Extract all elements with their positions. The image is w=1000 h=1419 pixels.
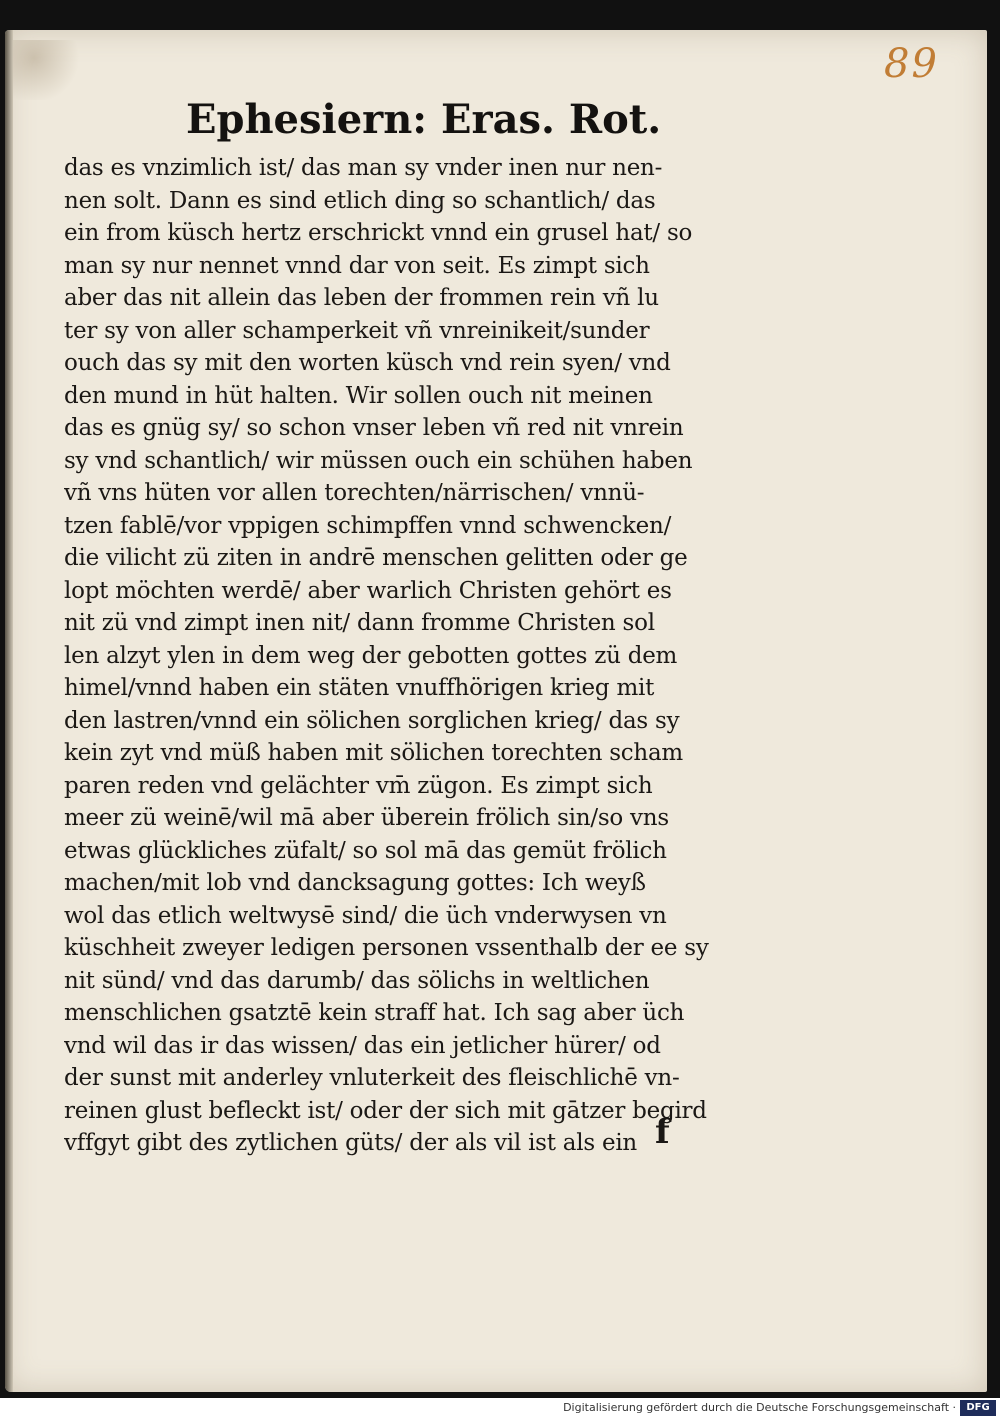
- text-line: menschlichen gsatztē kein straff hat. Ich sag aber üch: [64, 1000, 685, 1026]
- text-line: kein zyt vnd müß haben mit sölichen torechten scham: [64, 740, 683, 766]
- text-line: meer zü weinē/wil mā aber überein frölich sin/so vns: [64, 805, 669, 831]
- text-line: das es gnüg sy/ so schon vnser leben vñ red nit vnrein: [64, 415, 684, 441]
- running-heading: Ephesiern: Eras. Rot.: [186, 96, 662, 143]
- text-line: himel/vnnd haben ein stäten vnuffhörigen krieg mit: [64, 675, 655, 701]
- text-line: vnd wil das ir das wissen/ das ein jetlicher hürer/ od: [64, 1032, 661, 1059]
- text-line: tzen fablē/vor vppigen schimpffen vnnd schwencken/: [64, 512, 672, 539]
- text-line: nit zü vnd zimpt inen nit/ dann fromme Christen sol: [64, 610, 655, 636]
- text-line: die vilicht zü ziten in andrē menschen gelitten oder ge: [64, 545, 688, 571]
- text-line: das es vnzimlich ist/ das man sy vnder inen nur nen-: [64, 155, 663, 181]
- text-line: küschheit zweyer ledigen personen vssenthalb der ee sy: [64, 935, 709, 961]
- text-line: etwas glückliches züfalt/ so sol mā das gemüt frölich: [64, 837, 667, 864]
- text-line: reinen glust befleckt ist/ oder der sich mit gātzer begird: [64, 1097, 707, 1124]
- text-line: sy vnd schantlich/ wir müssen ouch ein schühen haben: [64, 447, 693, 474]
- text-line: ein from küsch hertz erschrickt vnnd ein grusel hat/ so: [64, 220, 693, 246]
- folio-number: 89: [884, 41, 939, 87]
- text-line: ouch das sy mit den worten küsch vnd rein syen/ vnd: [64, 350, 671, 376]
- text-line: machen/mit lob vnd dancksagung gottes: Ich weyß: [64, 870, 646, 896]
- page-binding-edge: [5, 30, 13, 1392]
- text-line: paren reden vnd gelächter vm̄ zügon. Es zimpt sich: [64, 772, 653, 799]
- text-line: nen solt. Dann es sind etlich ding so schantlich/ das: [64, 187, 656, 214]
- text-line: len alzyt ylen in dem weg der gebotten gottes zü dem: [64, 642, 678, 669]
- text-line: vffgyt gibt des zytlichen güts/ der als vil ist als ein: [64, 1130, 637, 1156]
- text-line: den lastren/vnnd ein sölichen sorglichen krieg/ das sy: [64, 707, 680, 734]
- body-text-block: [64, 152, 724, 1160]
- funding-notice: Digitalisierung gefördert durch die Deutsche Forschungsgemeinschaft ·: [563, 1401, 956, 1414]
- footer-bar: [0, 1398, 1000, 1419]
- page-stain: [13, 40, 83, 100]
- text-line: vñ vns hüten vor allen torechten/närrischen/ vnnü-: [64, 480, 645, 506]
- text-line: nit sünd/ vnd das darumb/ das sölichs in weltlichen: [64, 967, 650, 994]
- text-line: den mund in hüt halten. Wir sollen ouch nit meinen: [64, 382, 653, 409]
- text-line: wol das etlich weltwysē sind/ die üch vnderwysen vn: [64, 902, 667, 929]
- signature-mark: f: [655, 1112, 670, 1152]
- dfg-logo: DFG: [960, 1400, 996, 1416]
- text-line: man sy nur nennet vnnd dar von seit. Es zimpt sich: [64, 252, 650, 279]
- text-line: aber das nit allein das leben der frommen rein vñ lu: [64, 285, 659, 311]
- text-line: der sunst mit anderley vnluterkeit des fleischlichē vn-: [64, 1065, 680, 1091]
- text-line: lopt möchten werdē/ aber warlich Christen gehört es: [64, 577, 672, 604]
- text-line: ter sy von aller schamperkeit vñ vnreinikeit/sunder: [64, 317, 650, 344]
